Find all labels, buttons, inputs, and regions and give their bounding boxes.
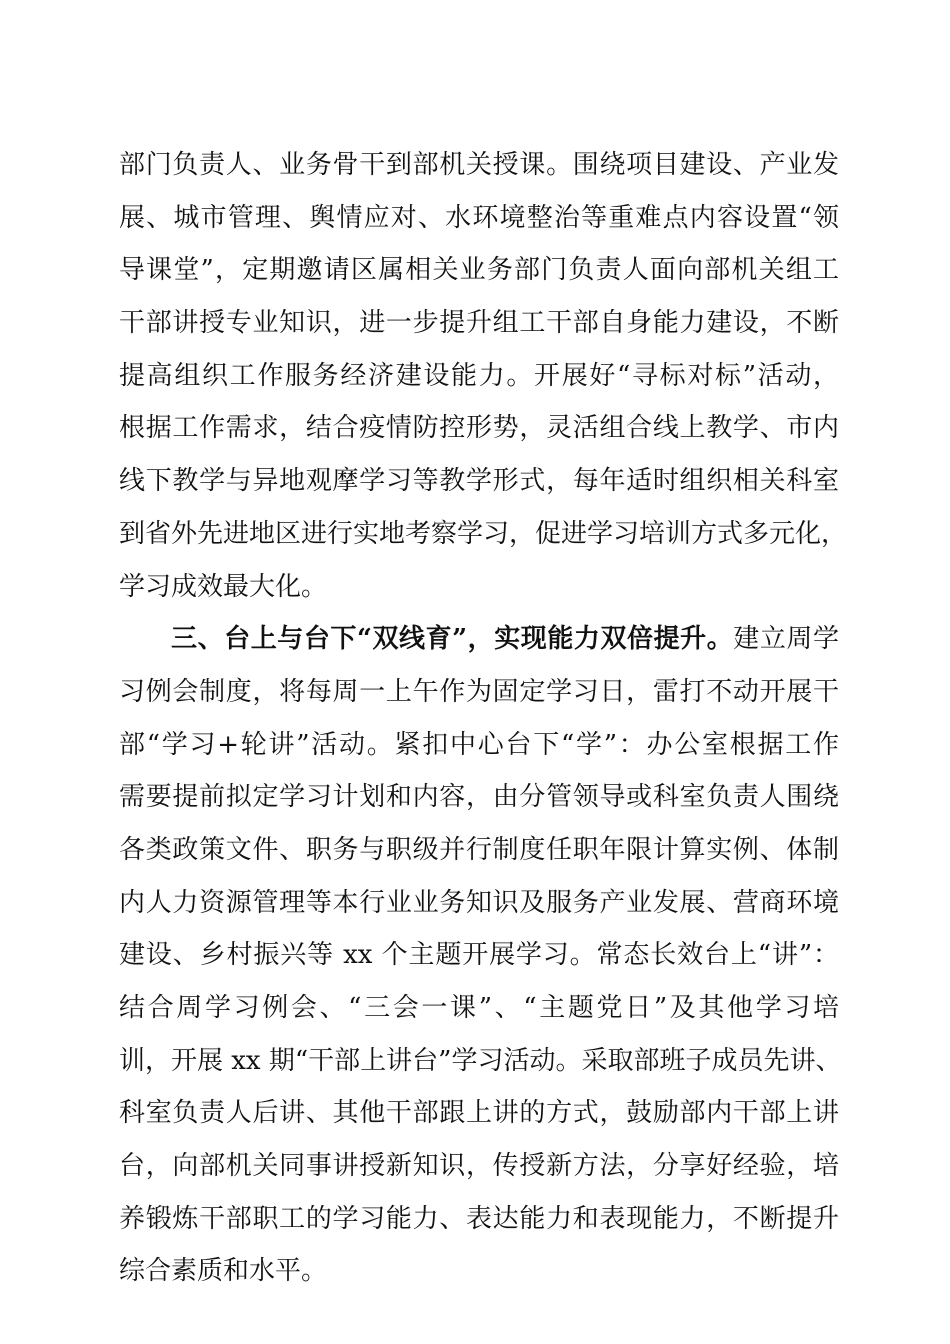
paragraph-line: 干部讲授专业知识，进一步提升组工干部自身能力建设，不断 [119,308,839,339]
paragraph-line: 内人力资源管理等本行业业务知识及服务产业发展、营商环境 [119,887,839,918]
paragraph-line: 展、城市管理、舆情应对、水环境整治等重难点内容设置“领 [119,202,839,233]
paragraph-line: 养锻炼干部职工的学习能力、表达能力和表现能力，不断提升 [119,1203,839,1234]
body-text [119,139,848,1298]
paragraph-line: 到省外先进地区进行实地考察学习，促进学习培训方式多元化， [119,518,848,549]
paragraph-line: 线下教学与异地观摩学习等教学形式，每年适时组织相关科室 [119,466,839,497]
paragraph-line: 习例会制度，将每周一上午作为固定学习日，雷打不动开展干 [119,676,839,707]
paragraph-line: 根据工作需求，结合疫情防控形势，灵活组合线上教学、市内 [119,413,839,444]
paragraph-line: 需要提前拟定学习计划和内容，由分管领导或科室负责人围绕 [119,782,839,813]
section-text: 建立周学 [733,624,839,655]
paragraph-line: 综合素质和水平。 [119,1256,328,1287]
paragraph-line: 各类政策文件、职务与职级并行制度任职年限计算实例、体制 [119,834,839,865]
paragraph-line: 训，开展 xx 期“干部上讲台”学习活动。采取部班子成员先讲、 [119,1045,842,1076]
paragraph-line: 提高组织工作服务经济建设能力。开展好“寻标对标”活动， [119,360,839,391]
paragraph-line: 导课堂”，定期邀请区属相关业务部门负责人面向部机关组工 [119,255,839,286]
paragraph-line: 部门负责人、业务骨干到部机关授课。围绕项目建设、产业发 [119,150,839,180]
paragraph-line: 台，向部机关同事讲授新知识，传授新方法，分享好经验，培 [119,1151,839,1182]
section-heading: 三、台上与台下“双线育”，实现能力双倍提升。 [171,624,734,655]
paragraph-line: 学习成效最大化。 [119,571,328,602]
paragraph-line: 部“学习+轮讲”活动。紧扣中心台下“学”：办公室根据工作 [119,729,839,760]
paragraph-line: 建设、乡村振兴等 xx 个主题开展学习。常态长效台上“讲”： [119,940,839,971]
paragraph-line: 科室负责人后讲、其他干部跟上讲的方式，鼓励部内干部上讲 [119,1098,839,1129]
paragraph-line: 结合周学习例会、“三会一课”、“主题党日”及其他学习培 [119,993,839,1023]
section-heading-line [119,613,839,666]
